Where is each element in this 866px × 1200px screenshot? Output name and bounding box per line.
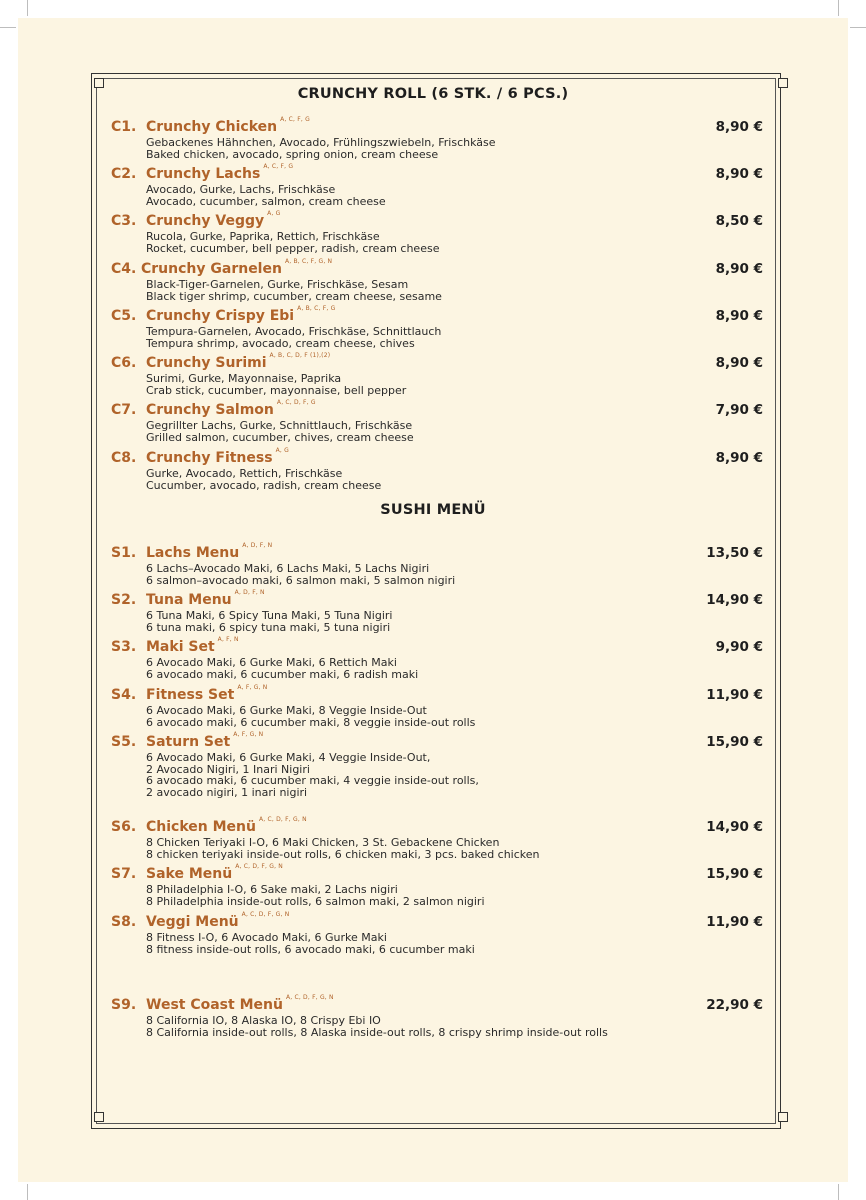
item-name-text: Crunchy Fitness: [146, 450, 273, 466]
item-description: 6 Avocado Maki, 6 Gurke Maki, 6 Rettich Maki: [146, 656, 397, 669]
item-description: Gebackenes Hähnchen, Avocado, Frühlingszwiebeln, Frischkäse: [146, 136, 496, 149]
menu-item: [111, 731, 763, 799]
item-name-text: Chicken Menü: [146, 819, 256, 835]
item-name-text: Crunchy Surimi: [146, 355, 267, 371]
item-code: S6.: [111, 819, 137, 835]
item-code: S3.: [111, 639, 137, 655]
item-allergens: A, C, D, F, G, N: [285, 994, 334, 1001]
item-description: Baked chicken, avocado, spring onion, cream cheese: [146, 147, 439, 161]
item-description: 6 avocado maki, 6 cucumber maki, 6 radish maki: [146, 667, 419, 681]
menu-item-header: [111, 731, 763, 752]
item-price: 14,90 €: [706, 592, 763, 608]
menu-item-header: [111, 684, 763, 705]
item-description: 8 Fitness I-O, 6 Avocado Maki, 6 Gurke Maki: [146, 931, 387, 944]
item-allergens: A, C, F, G: [263, 163, 294, 170]
menu-item: [111, 684, 763, 729]
item-code: S2.: [111, 592, 137, 608]
item-description: 8 California IO, 8 Alaska IO, 8 Crispy Ebi IO: [146, 1014, 381, 1027]
item-description: 6 salmon–avocado maki, 6 salmon maki, 5 salmon nigiri: [146, 573, 456, 587]
item-description: Surimi, Gurke, Mayonnaise, Paprika: [146, 372, 342, 385]
item-price: 8,90 €: [715, 119, 763, 135]
item-code: C2.: [111, 166, 137, 182]
frame-corner: [778, 1112, 788, 1122]
menu-item-header: [111, 994, 763, 1015]
item-code: C1.: [111, 119, 137, 135]
item-name: [146, 399, 316, 418]
item-name: [146, 636, 239, 655]
crop-mark: [838, 0, 839, 16]
item-name: [146, 352, 331, 371]
item-description: Rocket, cucumber, bell pepper, radish, cream cheese: [146, 241, 440, 255]
item-name: [146, 542, 273, 561]
item-description: Black-Tiger-Garnelen, Gurke, Frischkäse, Sesam: [146, 278, 409, 291]
menu-item: [111, 163, 763, 208]
item-price: 8,50 €: [715, 213, 763, 229]
item-description: Gegrillter Lachs, Gurke, Schnittlauch, Frischkäse: [146, 419, 413, 432]
crop-mark: [850, 27, 866, 28]
item-description: Avocado, Gurke, Lachs, Frischkäse: [146, 183, 336, 196]
menu-item: [111, 589, 763, 634]
menu-item-header: [111, 816, 763, 837]
menu-item-header: [111, 163, 763, 184]
item-allergens: A, B, C, F, G: [297, 305, 336, 312]
item-name-text: Crunchy Lachs: [146, 166, 261, 182]
menu-item: [111, 399, 763, 444]
item-description: 6 avocado maki, 6 cucumber maki, 4 veggie inside-out rolls,: [146, 774, 479, 787]
item-code: C8.: [111, 450, 137, 466]
menu-item: [111, 305, 763, 350]
item-allergens: A, C, D, F, G, N: [235, 863, 283, 870]
item-description: Tempura shrimp, avocado, cream cheese, chives: [146, 336, 415, 350]
item-description: 2 Avocado Nigiri, 1 Inari Nigiri: [146, 762, 310, 776]
item-price: 8,90 €: [715, 308, 763, 324]
crop-mark: [27, 0, 28, 16]
item-name: [146, 210, 281, 229]
menu-item: [111, 352, 763, 397]
item-description: 8 fitness inside-out rolls, 6 avocado maki, 6 cucumber maki: [146, 942, 475, 956]
item-name-text: Lachs Menu: [146, 545, 240, 561]
menu-item: [111, 911, 763, 956]
item-name-text: Fitness Set: [146, 687, 235, 703]
menu-item: [111, 994, 763, 1039]
menu-item: [111, 210, 763, 255]
crop-mark: [0, 27, 16, 28]
item-allergens: A, F, G, N: [233, 731, 264, 738]
item-description: 8 Chicken Teriyaki I-O, 6 Maki Chicken, 3 St. Gebackene Chicken: [146, 836, 500, 849]
menu-item-header: [111, 305, 763, 326]
item-description: Gurke, Avocado, Rettich, Frischkäse: [146, 467, 343, 480]
item-description: Rucola, Gurke, Paprika, Rettich, Frischkäse: [146, 230, 380, 243]
menu-item-header: [111, 447, 763, 468]
item-description: Tempura-Garnelen, Avocado, Frischkäse, Schnittlauch: [146, 325, 442, 338]
item-name: [146, 447, 289, 466]
menu-item-header: [111, 210, 763, 231]
item-description: 8 chicken teriyaki inside-out rolls, 6 chicken maki, 3 pcs. baked chicken: [146, 847, 540, 861]
item-price: 15,90 €: [706, 734, 763, 750]
menu-item: [111, 258, 763, 303]
menu-item: [111, 863, 763, 908]
item-price: 7,90 €: [715, 402, 763, 418]
section-title-crunchy-roll: CRUNCHY ROLL (6 STK. / 6 PCS.): [297, 86, 569, 102]
item-description: 2 avocado nigiri, 1 inari nigiri: [146, 785, 308, 799]
menu-item: [111, 447, 763, 492]
item-description: Avocado, cucumber, salmon, cream cheese: [146, 194, 386, 208]
menu-item: [111, 116, 763, 161]
item-name: [146, 816, 307, 835]
menu-item-header: [111, 399, 763, 420]
menu-item-header: [111, 911, 763, 932]
menu-item: [111, 636, 763, 681]
item-name-text: Crunchy Chicken: [146, 119, 278, 135]
item-allergens: A, D, F, N: [242, 542, 273, 549]
item-description: Grilled salmon, cucumber, chives, cream cheese: [146, 430, 414, 444]
item-allergens: A, C, D, F, G: [276, 399, 316, 406]
item-description: Black tiger shrimp, cucumber, cream cheese, sesame: [146, 289, 442, 303]
item-name-text: Crunchy Crispy Ebi: [146, 308, 295, 324]
item-code: C3.: [111, 213, 137, 229]
item-price: 14,90 €: [706, 819, 763, 835]
item-name-text: Maki Set: [146, 639, 215, 655]
item-name: [146, 163, 294, 182]
item-price: 8,90 €: [715, 166, 763, 182]
item-price: 8,90 €: [715, 450, 763, 466]
item-description: 8 California inside-out rolls, 8 Alaska inside-out rolls, 8 crispy shrimp inside-out rolls: [146, 1025, 608, 1039]
item-price: 8,90 €: [715, 261, 763, 277]
menu-item-header: [111, 116, 763, 137]
item-name-text: Crunchy Veggy: [146, 213, 265, 229]
item-allergens: A, F, N: [217, 636, 239, 643]
item-code: S5.: [111, 734, 137, 750]
item-code: C5.: [111, 308, 137, 324]
item-allergens: A, D, F, N: [234, 589, 265, 596]
item-name-text: West Coast Menü: [146, 997, 283, 1013]
item-name: [146, 911, 290, 930]
item-price: 11,90 €: [706, 687, 763, 703]
item-name: [146, 116, 310, 135]
item-name: [146, 731, 264, 750]
menu-item-header: [111, 352, 763, 373]
item-name: [141, 258, 333, 277]
item-name-text: Sake Menü: [146, 866, 233, 882]
item-name: [146, 684, 268, 703]
item-description: Cucumber, avocado, radish, cream cheese: [146, 478, 382, 492]
item-code: S7.: [111, 866, 137, 882]
frame-corner: [94, 1112, 104, 1122]
item-price: 22,90 €: [706, 997, 763, 1013]
item-description: 6 Lachs–Avocado Maki, 6 Lachs Maki, 5 Lachs Nigiri: [146, 562, 430, 575]
item-name: [146, 863, 283, 882]
item-description: Crab stick, cucumber, mayonnaise, bell pepper: [146, 383, 407, 397]
menu-item-header: [111, 636, 763, 657]
item-code: S9.: [111, 997, 137, 1013]
item-code: S4.: [111, 687, 137, 703]
item-allergens: A, C, D, F, G, N: [258, 816, 307, 823]
menu-item: [111, 816, 763, 861]
item-price: 8,90 €: [715, 355, 763, 371]
item-price: 9,90 €: [715, 639, 763, 655]
item-price: 15,90 €: [706, 866, 763, 882]
item-name-text: Veggi Menü: [146, 914, 239, 930]
menu-item: [111, 542, 763, 587]
item-name: [146, 589, 265, 608]
item-code: S8.: [111, 914, 137, 930]
item-code: C4.: [111, 261, 137, 277]
item-description: 6 tuna maki, 6 spicy tuna maki, 5 tuna nigiri: [146, 620, 391, 634]
item-allergens: A, B, C, F, G, N: [284, 258, 333, 265]
item-allergens: A, G: [267, 210, 281, 217]
menu-item-header: [111, 589, 763, 610]
item-price: 13,50 €: [706, 545, 763, 561]
item-description: 6 Avocado Maki, 6 Gurke Maki, 8 Veggie Inside-Out: [146, 704, 427, 717]
item-name-text: Saturn Set: [146, 734, 231, 750]
item-allergens: A, C, D, F, G, N: [241, 911, 290, 918]
crop-mark: [27, 1184, 28, 1200]
item-name-text: Crunchy Salmon: [146, 402, 274, 418]
item-code: C6.: [111, 355, 137, 371]
menu-item-header: [111, 258, 763, 279]
crop-mark: [838, 1184, 839, 1200]
item-allergens: A, C, F, G: [280, 116, 310, 123]
item-name-text: Tuna Menu: [146, 592, 232, 608]
item-description: 8 Philadelphia I-O, 6 Sake maki, 2 Lachs nigiri: [146, 883, 398, 896]
item-description: 6 Tuna Maki, 6 Spicy Tuna Maki, 5 Tuna Nigiri: [146, 609, 393, 622]
item-description: 6 avocado maki, 6 cucumber maki, 8 veggie inside-out rolls: [146, 715, 476, 729]
item-name: [146, 305, 336, 324]
item-price: 11,90 €: [706, 914, 763, 930]
item-code: S1.: [111, 545, 137, 561]
item-allergens: A, G: [275, 447, 289, 454]
item-code: C7.: [111, 402, 137, 418]
item-name: [146, 994, 334, 1013]
section-title-sushi-menu: SUSHI MENÜ: [380, 502, 486, 518]
menu-item-header: [111, 542, 763, 563]
menu-item-header: [111, 863, 763, 884]
item-description: 8 Philadelphia inside-out rolls, 6 salmon maki, 2 salmon nigiri: [146, 894, 485, 908]
item-name-text: Crunchy Garnelen: [141, 261, 282, 277]
item-description: 6 Avocado Maki, 6 Gurke Maki, 4 Veggie Inside-Out,: [146, 751, 431, 764]
item-allergens: A, B, C, D, F (1),(2): [269, 352, 331, 359]
item-allergens: A, F, G, N: [237, 684, 268, 691]
